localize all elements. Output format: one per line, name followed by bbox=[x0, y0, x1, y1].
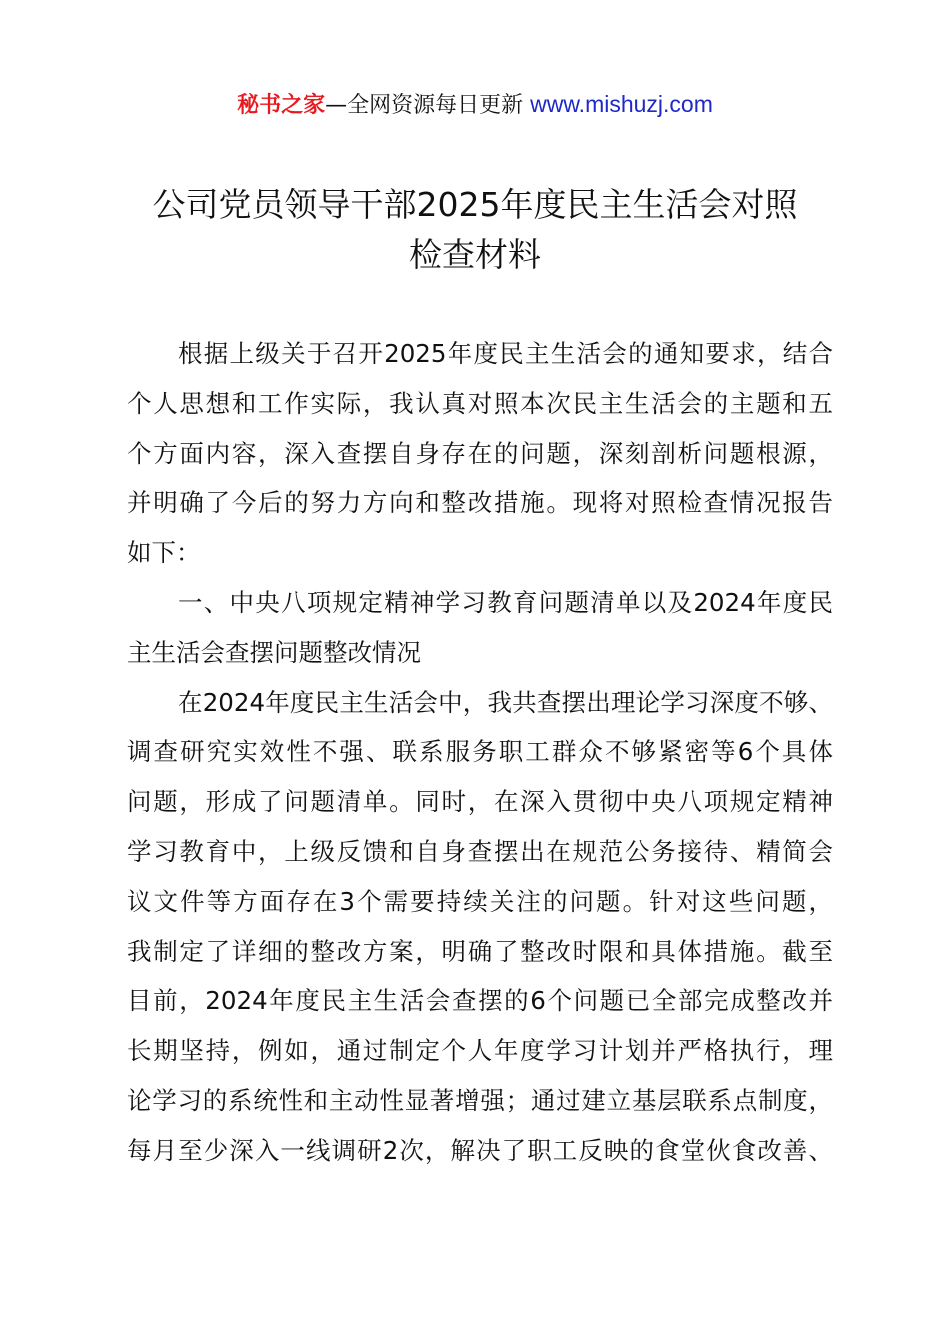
text-line: 学习教育中，上级反馈和自身查摆出在规范公务接待、精简会 bbox=[127, 836, 833, 866]
text-line: 在2024年度民主生活会中，我共查摆出理论学习深度不够、 bbox=[178, 687, 833, 717]
paragraph bbox=[127, 678, 833, 1176]
text-line: 个人思想和工作实际，我认真对照本次民主生活会的主题和五 bbox=[127, 388, 833, 418]
text-line: 根据上级关于召开2025年度民主生活会的通知要求，结合 bbox=[178, 339, 833, 368]
site-watermark-header bbox=[0, 88, 950, 122]
text-line: 主生活会查摆问题整改情况 bbox=[127, 637, 421, 667]
text-line: 每月至少深入一线调研2次，解决了职工反映的食堂伙食改善、 bbox=[127, 1135, 833, 1165]
document-body bbox=[127, 329, 833, 1176]
text-line: 论学习的系统性和主动性显著增强；通过建立基层联系点制度， bbox=[127, 1085, 833, 1115]
document-title bbox=[120, 180, 830, 280]
text-line: 一、中央八项规定精神学习教育问题清单以及2024年度民 bbox=[178, 587, 833, 617]
text-line: 如下： bbox=[127, 538, 201, 568]
text-line: 个方面内容，深入查摆自身存在的问题，深刻剖析问题根源， bbox=[127, 438, 833, 468]
brand-name: 秘书之家 bbox=[237, 93, 326, 118]
text-line: 长期坚持，例如，通过制定个人年度学习计划并严格执行，理 bbox=[127, 1036, 833, 1066]
paragraph bbox=[127, 329, 833, 578]
site-url-link[interactable]: www.mishuzj.com bbox=[530, 91, 713, 117]
title-line: 检查材料 bbox=[409, 235, 541, 274]
header-slogan: —全网资源每日更新 bbox=[325, 93, 531, 118]
section-heading bbox=[127, 578, 833, 678]
text-line: 调查研究实效性不强、联系服务职工群众不够紧密等6个具体 bbox=[127, 737, 833, 767]
text-line: 议文件等方面存在3个需要持续关注的问题。针对这些问题， bbox=[127, 886, 833, 916]
text-line: 并明确了今后的努力方向和整改措施。现将对照检查情况报告 bbox=[127, 488, 833, 518]
text-line: 我制定了详细的整改方案，明确了整改时限和具体措施。截至 bbox=[127, 936, 833, 966]
text-line: 问题，形成了问题清单。同时，在深入贯彻中央八项规定精神 bbox=[127, 787, 833, 817]
title-line: 公司党员领导干部2025年度民主生活会对照 bbox=[152, 185, 798, 224]
text-line: 目前，2024年度民主生活会查摆的6个问题已全部完成整改并 bbox=[127, 986, 833, 1016]
